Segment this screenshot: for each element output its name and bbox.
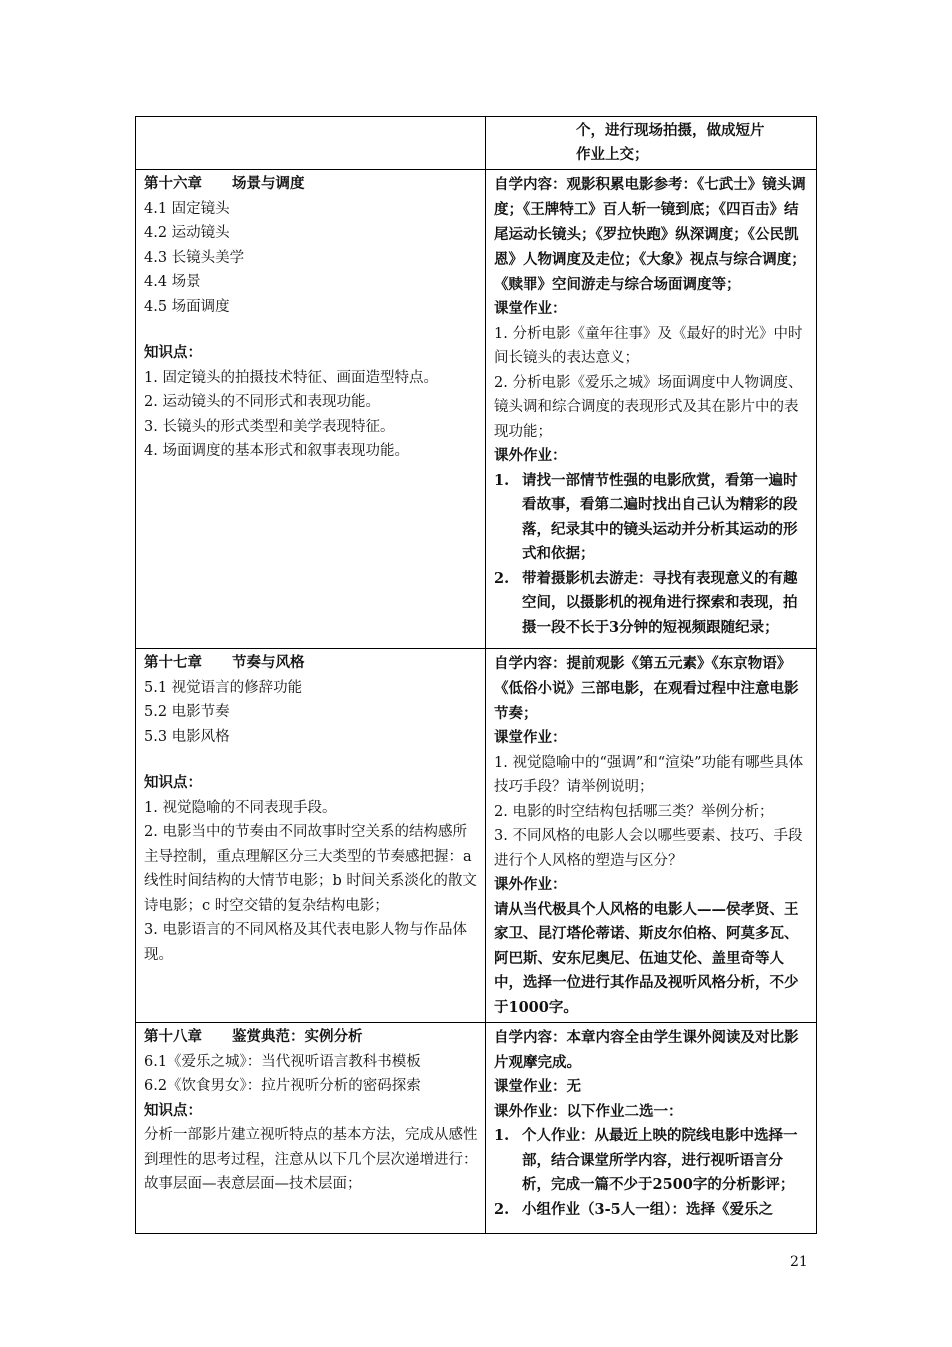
chapter-heading xyxy=(144,172,479,197)
table-row-chapter-17 xyxy=(136,649,817,1023)
knowledge-item: 4. 场面调度的基本形式和叙事表现功能。 xyxy=(144,443,409,459)
chapter-number: 第十八章 xyxy=(144,1028,202,1045)
chapter-content-cell xyxy=(136,1023,486,1234)
chapter-number: 第十六章 xyxy=(144,175,202,192)
section-item: 4.5 场面调度 xyxy=(144,298,230,315)
section-item: 5.1 视觉语言的修辞功能 xyxy=(144,679,303,696)
section-item: 6.2《饮食男女》：拉片视听分析的密码探索 xyxy=(144,1078,421,1094)
page-number: 21 xyxy=(790,1254,808,1270)
class-work-item: 3. 不同风格的电影人会以哪些要素、技巧、手段进行个人风格的塑造与区分？ xyxy=(494,828,803,869)
knowledge-item: 1. 视觉隐喻的不同表现手段。 xyxy=(144,799,337,816)
extra-work-list xyxy=(494,469,810,641)
self-study: 自学内容：本章内容全由学生课外阅读及对比影片观摩完成。 xyxy=(494,1029,799,1071)
knowledge-item: 1. 固定镜头的拍摄技术特征、画面造型特点。 xyxy=(144,369,438,386)
knowledge-item: 分析一部影片建立视听特点的基本方法，完成从感性到理性的思考过程，注意从以下几个层次递增进行：故事层面—表意层面—技术层面； xyxy=(144,1127,478,1192)
chapter-number: 第十七章 xyxy=(144,654,202,671)
table-row-chapter-16 xyxy=(136,170,817,649)
item-number: 2. xyxy=(494,569,510,587)
assignment-cell xyxy=(486,170,817,649)
self-study: 自学内容：观影积累电影参考：《七武士》镜头调度；《王牌特工》百人斩一镜到底；《四百击》结尾运动长镜头；《罗拉快跑》纵深调度；《公民凯恩》人物调度及走位；《大象》视点与综合调度；《赎罪》空间游走与综合场面调度等； xyxy=(494,176,806,293)
section-item: 4.4 场景 xyxy=(144,274,201,290)
extra-work-item xyxy=(494,567,810,641)
continuation-line: 个，进行现场拍摄，做成短片 xyxy=(576,122,765,139)
assignment-cell xyxy=(486,1023,817,1234)
self-study: 自学内容：提前观影《第五元素》《东京物语》《低俗小说》三部电影，在观看过程中注意电影节奏； xyxy=(494,655,799,722)
item-text: 小组作业（3-5人一组）：选择《爱乐之 xyxy=(522,1200,773,1218)
assignment-cell xyxy=(486,649,817,1023)
item-number: 1. xyxy=(494,471,510,489)
knowledge-label: 知识点： xyxy=(144,344,202,361)
chapter-content-cell xyxy=(136,170,486,649)
extra-work-label: 课外作业： xyxy=(494,876,567,893)
class-work-label: 课堂作业：无 xyxy=(494,1078,581,1095)
chapter-heading xyxy=(144,651,479,676)
extra-work-list xyxy=(494,1124,810,1222)
item-text: 个人作业：从最近上映的院线电影中选择一部，结合课堂所学内容，进行视听语言分析，完成一篇不少于2500字的分析影评； xyxy=(522,1127,798,1193)
item-number: 1. xyxy=(494,1127,510,1144)
knowledge-item: 2. 电影当中的节奏由不同故事时空关系的结构感所主导控制，重点理解区分三大类型的节奏感把握：a 线性时间结构的大情节电影；b 时间关系淡化的散文诗电影；c 时空交错的复杂结构电影； xyxy=(144,824,477,914)
item-text: 带着摄影机去游走：寻找有表现意义的有趣空间，以摄影机的视角进行探索和表现，拍摄一段不长于3分钟的短视频跟随纪录； xyxy=(522,569,798,636)
chapter-heading xyxy=(144,1025,479,1050)
continuation-cell xyxy=(486,117,817,170)
section-item: 4.3 长镜头美学 xyxy=(144,249,245,266)
section-item: 5.2 电影节奏 xyxy=(144,704,230,720)
chapter-name: 节奏与风格 xyxy=(232,654,305,671)
knowledge-label: 知识点： xyxy=(144,1101,202,1119)
class-work-item: 2. 分析电影《爱乐之城》场面调度中人物调度、镜头调和综合调度的表现形式及其在影片中的表现功能； xyxy=(494,374,803,440)
continuation-line: 作业上交； xyxy=(576,146,649,163)
table-row-chapter-18 xyxy=(136,1023,817,1234)
chapter-name: 场景与调度 xyxy=(232,175,305,192)
extra-work-item xyxy=(494,1198,810,1223)
extra-work-label: 课外作业： xyxy=(494,447,567,464)
class-work-item: 1. 视觉隐喻中的“强调”和“渲染”功能有哪些具体技巧手段？请举例说明； xyxy=(494,754,804,795)
knowledge-label: 知识点： xyxy=(144,774,202,791)
item-text: 请找一部情节性强的电影欣赏，看第一遍时看故事，看第二遍时找出自己认为精彩的段落，纪录其中的镜头运动并分析其运动的形式和依据； xyxy=(522,471,798,562)
section-item: 6.1《爱乐之城》：当代视听语言教科书模板 xyxy=(144,1053,421,1070)
knowledge-item: 3. 长镜头的形式类型和美学表现特征。 xyxy=(144,418,395,435)
chapter-content-cell xyxy=(136,649,486,1023)
syllabus-table xyxy=(135,116,817,1234)
class-work-item: 2. 电影的时空结构包括哪三类？举例分析； xyxy=(494,803,774,820)
extra-work-item xyxy=(494,1124,810,1198)
knowledge-item: 3. 电影语言的不同风格及其代表电影人物与作品体现。 xyxy=(144,922,467,963)
section-item: 4.2 运动镜头 xyxy=(144,225,230,241)
class-work-item: 1. 分析电影《童年往事》及《最好的时光》中时间长镜头的表达意义； xyxy=(494,325,803,366)
extra-work-text: 请从当代极具个人风格的电影人——侯孝贤、王家卫、昆汀塔伦蒂诺、斯皮尔伯格、阿莫多瓦、阿巴斯、安东尼奥尼、伍迪艾伦、盖里奇等人中，选择一位进行其作品及视听风格分析，不少于1000字。 xyxy=(494,900,799,1016)
empty-cell xyxy=(136,117,486,170)
item-number: 2. xyxy=(494,1200,510,1218)
extra-work-label: 课外作业：以下作业二选一： xyxy=(494,1102,683,1120)
section-item: 4.1 固定镜头 xyxy=(144,200,230,217)
knowledge-item: 2. 运动镜头的不同形式和表现功能。 xyxy=(144,394,380,410)
extra-work-item xyxy=(494,469,810,567)
class-work-label: 课堂作业： xyxy=(494,300,567,317)
section-item: 5.3 电影风格 xyxy=(144,728,230,745)
chapter-name: 鉴赏典范：实例分析 xyxy=(232,1028,363,1045)
table-row-continuation xyxy=(136,117,817,170)
class-work-label: 课堂作业： xyxy=(494,729,567,746)
